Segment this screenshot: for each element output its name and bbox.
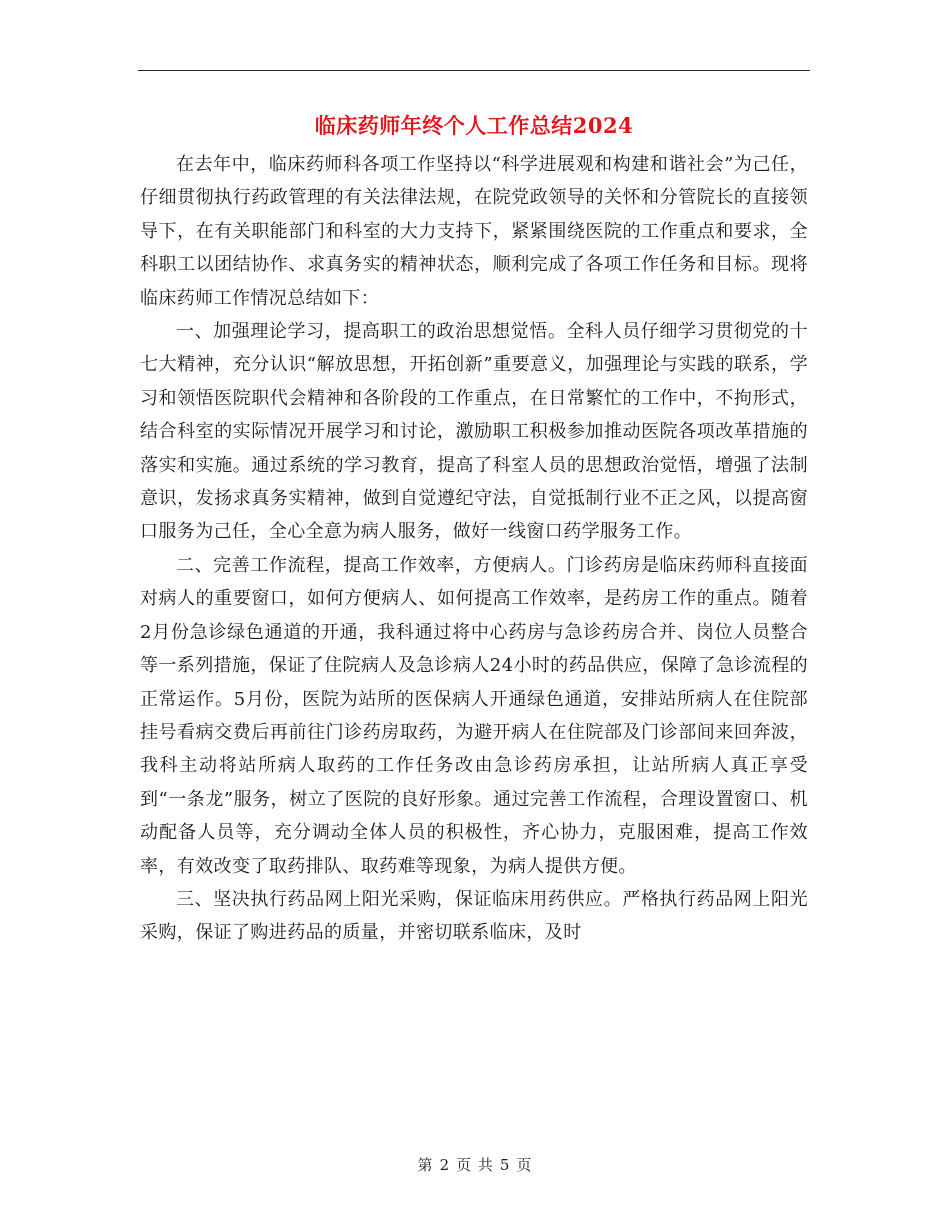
- footer-prefix: 第: [417, 1156, 434, 1174]
- page-footer: [0, 1154, 950, 1175]
- paragraph-section-1: 一、加强理论学习，提高职工的政治思想觉悟。全科人员仔细学习贯彻党的十七大精神，充分认识“解放思想，开拓创新”重要意义，加强理论与实践的联系，学习和领悟医院职代会精神和各阶段的工作重点，在日常繁忙的工作中，不拘形式，结合科室的实际情况开展学习和讨论，激励职工积极参加推动医院各项改革措施的落实和实施。通过系统的学习教育，提高了科室人员的思想政治觉悟，增强了法制意识，发扬求真务实精神，做到自觉遵纪守法，自觉抵制行业不正之风，以提高窗口服务为己任，全心全意为病人服务，做好一线窗口药学服务工作。: [140, 321, 808, 543]
- paragraph-intro: 在去年中，临床药师科各项工作坚持以“科学进展观和构建和谐社会”为己任，仔细贯彻执行药政管理的有关法律法规，在院党政领导的关怀和分管院长的直接领导下，在有关职能部门和科室的大力支持下，紧紧围绕医院的工作重点和要求，全科职工以团结协作、求真务实的精神状态，顺利完成了各项工作任务和目标。现将临床药师工作情况总结如下：: [140, 154, 808, 309]
- footer-total-pages: 5: [499, 1156, 511, 1174]
- footer-middle: 页 共: [456, 1156, 494, 1174]
- footer-current-page: 2: [439, 1156, 451, 1174]
- header-rule: [138, 70, 810, 71]
- footer-suffix: 页: [516, 1156, 533, 1174]
- paragraph-section-2: 二、完善工作流程，提高工作效率，方便病人。门诊药房是临床药师科直接面对病人的重要窗口，如何方便病人、如何提高工作效率，是药房工作的重点。随着2月份急诊绿色通道的开通，我科通过将中心药房与急诊药房合并、岗位人员整合等一系列措施，保证了住院病人及急诊病人24小时的药品供应，保障了急诊流程的正常运作。5月份，医院为站所的医保病人开通绿色通道，安排站所病人在住院部挂号看病交费后再前往门诊药房取药，为避开病人在住院部及门诊部间来回奔波，我科主动将站所病人取药的工作任务改由急诊药房承担，让站所病人真正享受到“一条龙”服务，树立了医院的良好形象。通过完善工作流程，合理设置窗口、机动配备人员等，充分调动全体人员的积极性，齐心协力，克服困难，提高工作效率，有效改变了取药排队、取药难等现象，为病人提供方便。: [140, 554, 808, 877]
- document-title: 临床药师年终个人工作总结2024: [314, 113, 634, 138]
- document-body: [140, 148, 808, 950]
- paragraph-section-3: 三、坚决执行药品网上阳光采购，保证临床用药供应。严格执行药品网上阳光采购，保证了购进药品的质量，并密切联系临床，及时: [140, 888, 808, 944]
